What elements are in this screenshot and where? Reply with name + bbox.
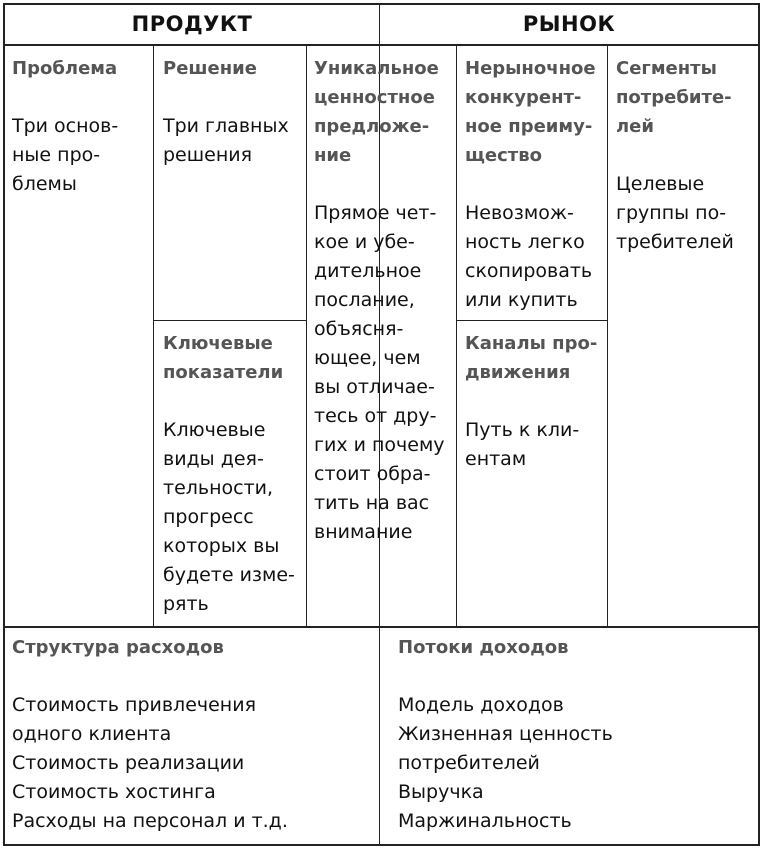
channels-title: Каналы про- движения (465, 333, 598, 383)
solution-body: Три главных решения (163, 115, 289, 166)
cost-structure-title: Структура расходов (12, 637, 224, 658)
border-left (3, 3, 5, 846)
uvp-body: Прямое чет- кое и убе- дительное послание, объясня- ющее, чем вы отличае- тесь от дру- гих и почему стоит обра- тить на вас внимание (314, 202, 445, 543)
bottom-section-divider (3, 626, 760, 628)
col-divider-3 (456, 44, 457, 627)
revenue-streams-body: Модель доходов Жизненная ценность потребителей Выручка Маржинальность (398, 694, 613, 832)
border-bottom (3, 844, 760, 846)
problem-title: Проблема (12, 58, 118, 79)
col-divider-2 (306, 44, 307, 627)
key-metrics-body: Ключевые виды дея- тельности, прогресс которых вы будете изме- рять (163, 419, 295, 615)
channels-cell (465, 329, 605, 474)
unfair-advantage-title: Нерыночное конкурент- ное преиму- щество (465, 58, 596, 166)
border-right (758, 3, 760, 846)
unfair-advantage-body: Невозмож- ность легко скопировать или купить (465, 202, 593, 311)
uvp-cell (314, 54, 454, 547)
key-metrics-cell (163, 329, 303, 619)
market-header: РЫНОК (522, 12, 616, 36)
row-divider-right (456, 320, 608, 321)
revenue-streams-cell (398, 633, 756, 836)
product-header: ПРОДУКТ (131, 12, 253, 36)
solution-cell (163, 54, 303, 170)
segments-body: Целевые группы по- требителей (616, 173, 734, 253)
col-divider-4 (607, 44, 608, 627)
unfair-advantage-cell (465, 54, 605, 315)
segments-cell (616, 54, 756, 257)
col-divider-1 (153, 44, 154, 627)
row-divider-left (153, 320, 307, 321)
problem-body: Три основ- ные про- блемы (12, 115, 119, 195)
problem-cell (12, 54, 150, 199)
channels-body: Путь к кли- ентам (465, 419, 580, 470)
cost-structure-body: Стоимость привлечения одного клиента Стоимость реализации Стоимость хостинга Расходы на персонал и т.д. (12, 694, 288, 832)
uvp-title: Уникальное ценностное предложе- ние (314, 58, 439, 166)
revenue-streams-title: Потоки доходов (398, 637, 569, 658)
cost-structure-cell (12, 633, 374, 836)
key-metrics-title: Ключевые показатели (163, 333, 284, 383)
segments-title: Сегменты потребите- лей (616, 58, 732, 137)
solution-title: Решение (163, 58, 257, 79)
header-divider (3, 44, 760, 46)
